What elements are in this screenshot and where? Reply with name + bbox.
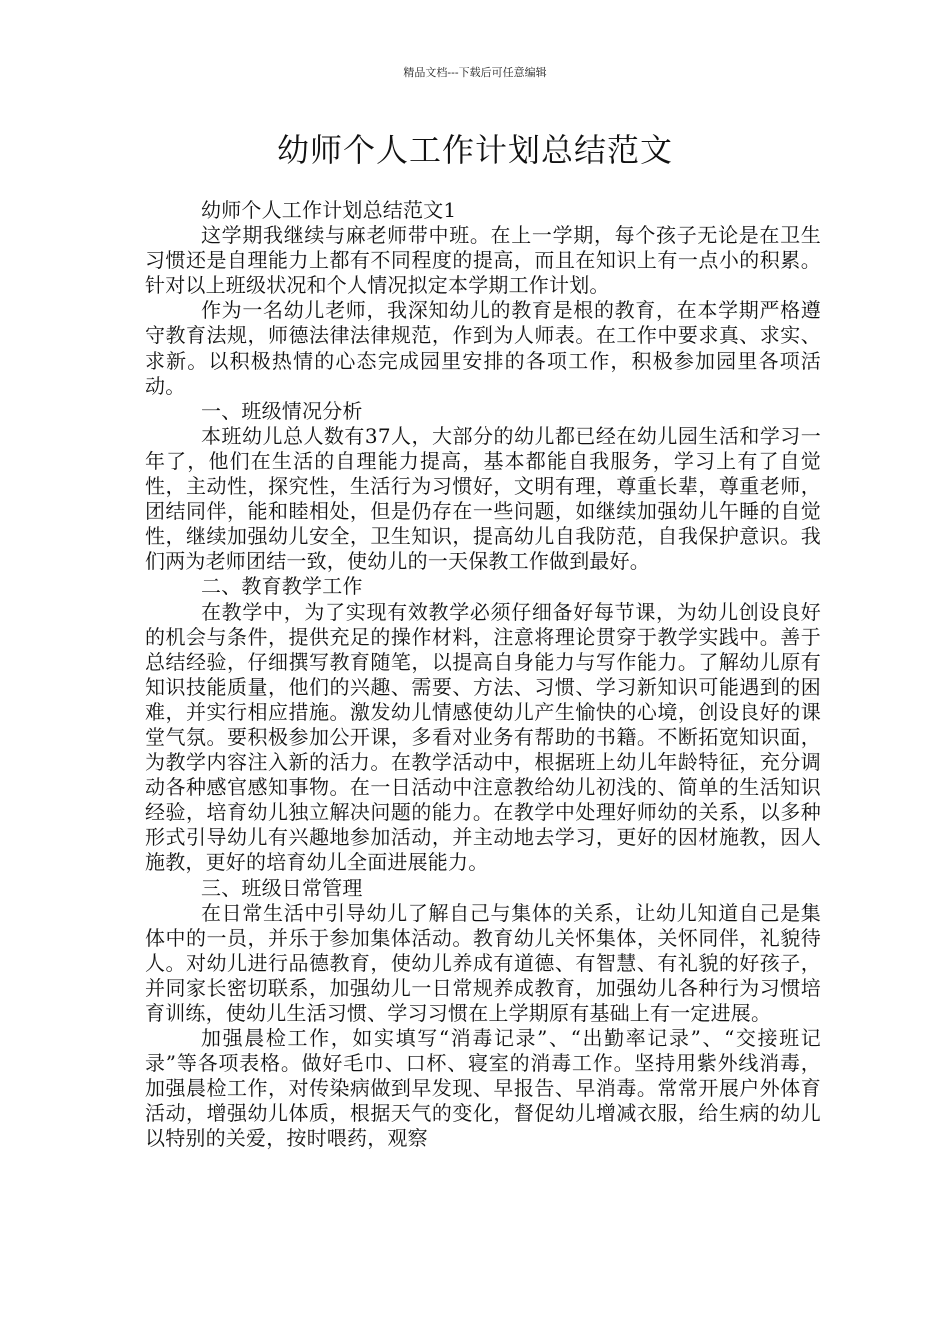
paragraph-class-analysis: 本班幼儿总人数有37人，大部分的幼儿都已经在幼儿园生活和学习一年了，他们在生活的自理能力提高，基本都能自我服务，学习上有了自觉性，主动性，探究性，生活行为习惯好，文明有理，尊重长辈，尊重老师，团结同伴，能和睦相处，但是仍存在一些问题，如继续加强幼儿午睡的自觉性，继续加强幼儿安全，卫生知识，提高幼儿自我防范，自我保护意识。我们两为老师团结一致，使幼儿的一天保教工作做到最好。: [145, 423, 821, 574]
section-heading-article: 幼师个人工作计划总结范文1: [201, 198, 457, 222]
section-heading-teaching: 二、教育教学工作: [201, 574, 363, 599]
document-title: 幼师个人工作计划总结范文: [276, 131, 673, 169]
paragraph-teacher-ethics: 作为一名幼儿老师，我深知幼儿的教育是根的教育，在本学期严格遵守教育法规，师德法律法律规范，作到为人师表。在工作中要求真、求实、求新。以积极热情的心态完成园里安排的各项工作，积极参加园里各项活动。: [145, 298, 821, 398]
paragraph-teaching: 在教学中，为了实现有效教学必须仔细备好每节课，为幼儿创设良好的机会与条件，提供充足的操作材料，注意将理论贯穿于教学实践中。善于总结经验，仔细撰写教育随笔，以提高自身能力与写作能力。了解幼儿原有知识技能质量，他们的兴趣、需要、方法、习惯、学习新知识可能遇到的困难，并实行相应措施。激发幼儿情感使幼儿产生愉快的心境，创设良好的课堂气氛。要积极参加公开课，多看对业务有帮助的书籍。不断拓宽知识面，为教学内容注入新的活力。在教学活动中，根据班上幼儿年龄特征，充分调动各种感官感知事物。在一日活动中注意教给幼儿初浅的、简单的生活知识经验，培育幼儿独立解决问题的能力。在教学中处理好师幼的关系，以多种形式引导幼儿有兴趣地参加活动，并主动地去学习，更好的因材施教，因人施教，更好的培育幼儿全面进展能力。: [145, 599, 821, 875]
paragraph-daily-management: 在日常生活中引导幼儿了解自己与集体的关系，让幼儿知道自己是集体中的一员，并乐于参加集体活动。教育幼儿关怀集体，关怀同伴，礼貌待人。对幼儿进行品德教育，使幼儿养成有道德、有智慧、有礼貌的好孩子，并同家长密切联系，加强幼儿一日常规养成教育，加强幼儿各种行为习惯培育训练，使幼儿生活习惯、学习习惯在上学期原有基础上有一定进展。: [145, 900, 821, 1025]
header-note: 精品文档---下载后可任意编辑: [403, 66, 547, 79]
paragraph-health-check: 加强晨检工作，如实填写“消毒记录”、“出勤率记录”、“交接班记录”等各项表格。做好毛巾、口杯、寝室的消毒工作。坚持用紫外线消毒，加强晨检工作，对传染病做到早发现、早报告、早消毒。常常开展户外体育活动，增强幼儿体质，根据天气的变化，督促幼儿增减衣服，给生病的幼儿以特别的关爱，按时喂药，观察: [145, 1026, 821, 1151]
paragraph-intro: 这学期我继续与麻老师带中班。在上一学期，每个孩子无论是在卫生习惯还是自理能力上都有不同程度的提高，而且在知识上有一点小的积累。针对以上班级状况和个人情况拟定本学期工作计划。: [145, 223, 821, 298]
document-body: [145, 198, 821, 1152]
section-heading-class-analysis: 一、班级情况分析: [201, 398, 363, 423]
section-heading-daily-management: 三、班级日常管理: [201, 875, 363, 900]
